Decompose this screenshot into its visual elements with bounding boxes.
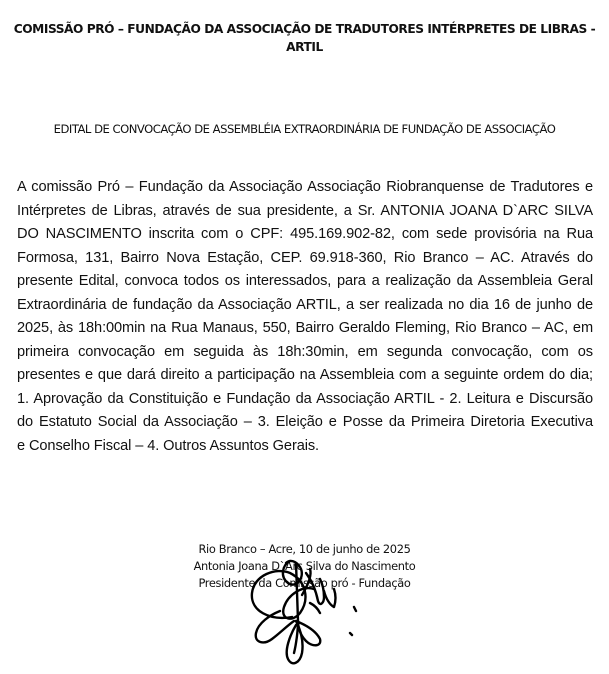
- body-line: Extraordinária de fundação da Associação ARTIL, a ser realizada no dia 16 de junho de: [17, 296, 593, 313]
- body-paragraph: [17, 176, 593, 458]
- body-line: e Conselho Fiscal – 4. Outros Assuntos Gerais.: [17, 437, 320, 454]
- body-line: Formosa, 131, Bairro Nova Estação, CEP. 69.918-360, Rio Branco – AC. Através do: [17, 249, 593, 266]
- document-title: [0, 20, 609, 56]
- document-subtitle: EDITAL DE CONVOCAÇÃO DE ASSEMBLÉIA EXTRAORDINÁRIA DE FUNDAÇÃO DE ASSOCIAÇÃO: [53, 122, 556, 136]
- body-line: do Estatuto Social da Associação – 3. Eleição e Posse da Primeira Diretoria Executiva: [17, 414, 593, 430]
- signer-name: Antonia Joana D`Arc Silva do Nascimento: [193, 559, 416, 573]
- body-line: 1. Aprovação da Constituição e Fundação da Associação ARTIL - 2. Leitura e Discursão: [17, 390, 593, 407]
- body-line: DO NASCIMENTO inscrita com o CPF: 495.169.902-82, com sede provisória na Rua: [17, 226, 593, 242]
- body-line: presente Edital, convoca todos os interessados, para a realização da Assembleia Geral: [17, 273, 593, 289]
- body-line: presentes e que dará direito a participação na Assembleia com a seguinte ordem do dia;: [17, 367, 593, 383]
- signature-icon: [240, 555, 380, 674]
- place-date: Rio Branco – Acre, 10 de junho de 2025: [198, 542, 411, 556]
- signer-role: Presidente da Comissão pró - Fundação: [198, 576, 411, 590]
- body-line: 2025, às 18h:00min na Rua Manaus, 550, Bairro Geraldo Fleming, Rio Branco – AC, em: [17, 320, 593, 336]
- title-line-1: COMISSÃO PRÓ – FUNDAÇÃO DA ASSOCIAÇÃO DE TRADUTORES INTÉRPRETES DE LIBRAS -: [13, 22, 596, 36]
- body-line: primeira convocação em seguida às 18h:30min, em segunda convocação, com os: [17, 343, 593, 360]
- body-line: Intérpretes de Libras, através de sua presidente, a Sr. ANTONIA JOANA D`ARC SILVA: [17, 202, 593, 219]
- title-line-2: ARTIL: [286, 40, 323, 54]
- body-line: A comissão Pró – Fundação da Associação Associação Riobranquense de Tradutores e: [17, 179, 593, 195]
